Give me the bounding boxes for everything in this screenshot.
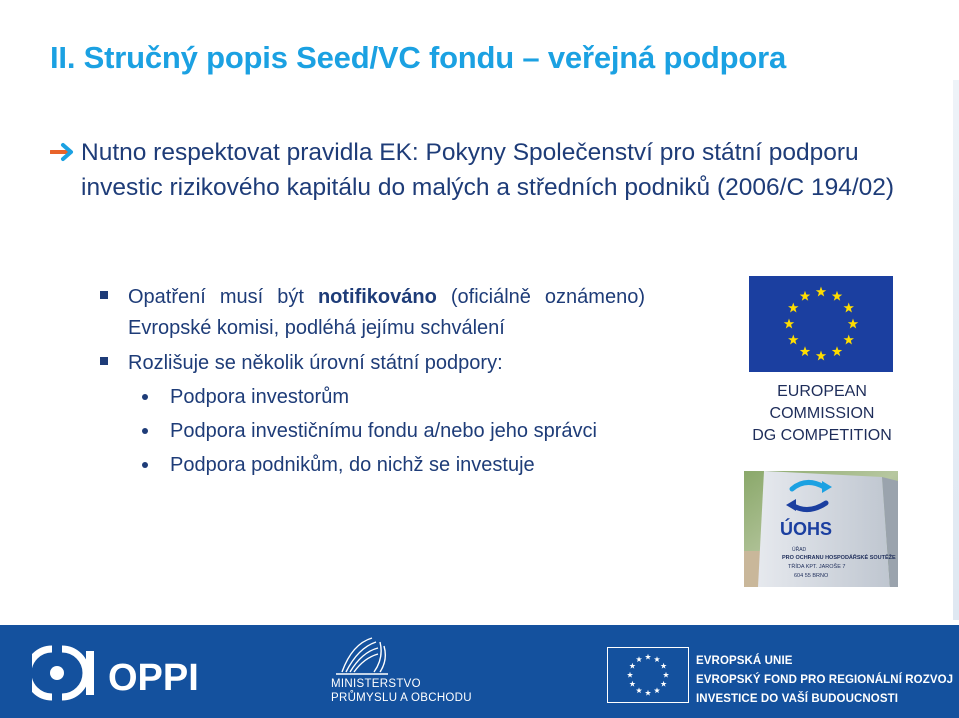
eu-footer-text	[696, 652, 953, 709]
eu-star-icon	[627, 672, 633, 678]
dot-bullet-icon	[142, 462, 148, 468]
list-item-text: Podpora investičnímu fondu a/nebo jeho správci	[170, 420, 597, 442]
uohs-sign-small: PRO OCHRANU HOSPODÁŘSKÉ SOUTĚŽE	[782, 555, 896, 561]
uohs-sign-small: 604 55 BRNO	[794, 573, 829, 579]
list-item-text: Podpora podnikům, do nichž se investuje	[170, 454, 535, 476]
eu-footer-line: EVROPSKÝ FOND PRO REGIONÁLNÍ ROZVOJ	[696, 674, 954, 686]
list-item-text: Podpora investorům	[170, 386, 349, 408]
ec-line: EUROPEAN	[777, 383, 867, 400]
support-levels-list	[128, 382, 645, 481]
ec-line: DG COMPETITION	[752, 427, 892, 444]
sub-point-text-pre: Opatření musí být	[128, 286, 318, 308]
eu-flag-icon	[749, 276, 893, 372]
eu-star-icon	[629, 681, 635, 687]
sub-point-text: Rozlišuje se několik úrovní státní podpory:	[128, 352, 503, 374]
eu-star-icon	[661, 681, 667, 687]
eu-footer-line: EVROPSKÁ UNIE	[696, 655, 793, 667]
sub-point-list	[100, 282, 645, 481]
eu-stars	[627, 654, 669, 696]
eu-star-icon	[636, 687, 642, 693]
square-bullet-icon	[100, 291, 108, 299]
oppi-logo	[32, 643, 212, 703]
sub-point-notification	[100, 282, 645, 344]
sub-point-text-strong: notifikováno	[317, 286, 437, 308]
eu-star-icon	[645, 654, 651, 660]
eu-star-icon	[629, 663, 635, 669]
oppi-label: OPPI	[108, 657, 199, 699]
dot-bullet-icon	[142, 394, 148, 400]
eu-star-icon	[661, 663, 667, 669]
uohs-sign-small: TŘÍDA KPT. JAROŠE 7	[788, 564, 846, 570]
sub-point-levels	[100, 348, 645, 481]
uohs-sign-photo	[744, 471, 898, 587]
eu-star-icon	[636, 656, 642, 662]
list-item	[100, 416, 645, 447]
eu-star-icon	[654, 656, 660, 662]
sub-point-text-post: (oficiálně oznámeno) Evropské komisi, podléhá jejímu schválení	[128, 286, 645, 339]
eu-flag-footer-icon	[607, 647, 689, 703]
right-edge-decoration	[953, 80, 959, 620]
ec-logo-text	[742, 381, 902, 447]
eu-star-icon	[645, 690, 651, 696]
eu-footer-line: INVESTICE DO VAŠÍ BUDOUCNOSTI	[696, 693, 899, 705]
mpo-line: MINISTERSTVO	[331, 678, 421, 690]
eu-star-icon	[654, 687, 660, 693]
list-item	[100, 450, 645, 481]
square-bullet-icon	[100, 357, 108, 365]
ec-line: COMMISSION	[769, 405, 875, 422]
oppi-symbol-icon	[32, 649, 94, 697]
slide-title: II. Stručný popis Seed/VC fondu – veřejná podpora	[50, 40, 787, 75]
list-item	[100, 382, 645, 413]
dot-bullet-icon	[142, 428, 148, 434]
mpo-line: PRŮMYSLU A OBCHODU	[331, 691, 472, 704]
mpo-logo-text	[331, 678, 472, 705]
uohs-sign-text: ÚOHS	[780, 519, 833, 539]
uohs-sign-small: ÚŘAD	[792, 547, 807, 553]
eu-star-icon	[663, 672, 669, 678]
main-point-text: Nutno respektovat pravidla EK: Pokyny Společenství pro státní podporu investic rizikového kapitálu do malých a středních podniků (2006/C 194/02)	[81, 139, 895, 201]
arrow-right-icon	[50, 142, 78, 162]
